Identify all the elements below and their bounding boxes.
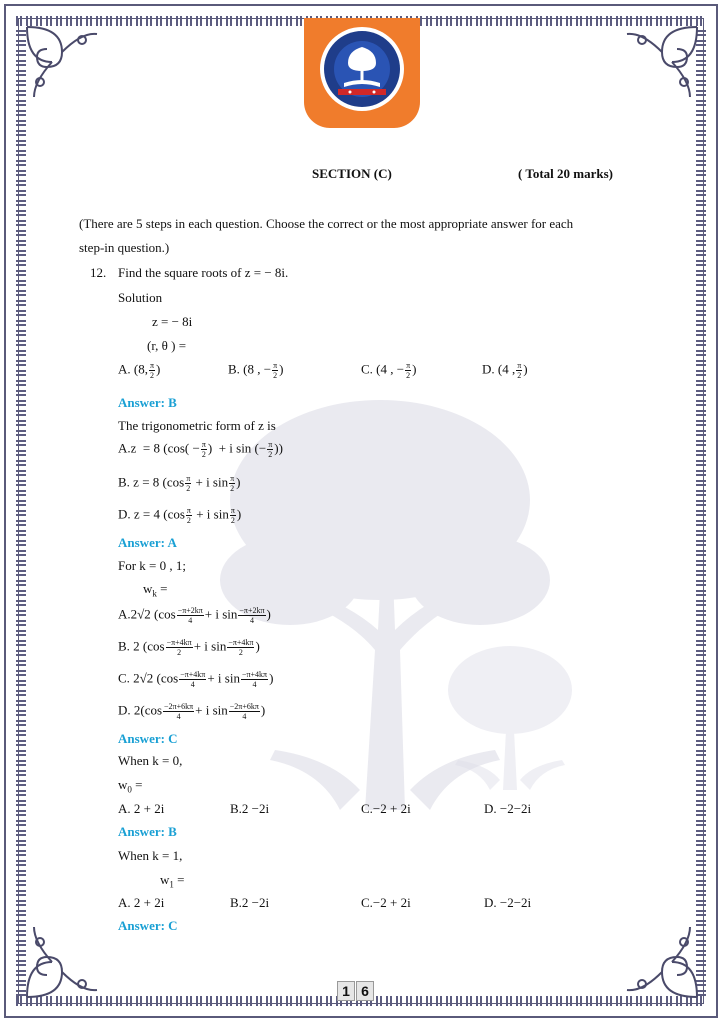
step4-option-d[interactable]: D. −2−2i [484,801,532,816]
step2-question: The trigonometric form of z is [118,418,276,433]
step1-answer: Answer: B [118,395,177,410]
step4-when: When k = 0, [118,753,183,768]
corner-ornament-icon [22,22,102,102]
step2-option-b[interactable]: B. z = 8 (cos $\frac{\pi}{2}$ + i sin $\frac{\pi}{2}$ ) [118,474,241,493]
step4-answer: Answer: B [118,824,177,839]
step3-answer: Answer: C [118,731,178,746]
total-marks: ( Total 20 marks) [518,166,613,181]
step5-when: When k = 1, [118,848,183,863]
step1-option-b[interactable]: B. (8 , − $\frac{\pi}{2}$ ) [228,361,284,380]
step5-answer: Answer: C [118,918,178,933]
question-text: Find the square roots of z = − 8i. [118,265,289,280]
corner-ornament-icon [622,922,702,1002]
w0-label: $w_0$ = [118,777,143,795]
instructions-line-2: step-in question.) [79,240,170,255]
step3-option-a[interactable]: A.2√2 (cos $\frac{-\pi+2k\pi}{4}$ + i sin $\frac{-\pi+2k\pi}{4}$ ) [118,606,271,625]
step3-option-c[interactable]: C. 2√2 (cos $\frac{-\pi+4k\pi}{4}$ + i sin $\frac{-\pi+4k\pi}{4}$ ) [118,670,274,689]
step1-option-a[interactable]: A. (8, $\frac{\pi}{2}$ ) [118,361,161,380]
small-tree-watermark-icon [440,640,580,790]
instructions-line-1: (There are 5 steps in each question. Choose the correct or the most appropriate answer for each [79,216,574,231]
wk-label: $w_k$ = [143,581,168,599]
corner-ornament-icon [22,922,102,1002]
step2-option-d[interactable]: D. z = 4 (cos $\frac{\pi}{2}$ + i sin $\frac{\pi}{2}$ ) [118,506,242,525]
step4-option-c[interactable]: C.−2 + 2i [361,801,411,816]
step5-option-c[interactable]: C.−2 + 2i [361,895,411,910]
step5-option-d[interactable]: D. −2−2i [484,895,532,910]
step3-option-b[interactable]: B. 2 (cos $\frac{-\pi+4k\pi}{2}$ + i sin $\frac{-\pi+4k\pi}{2}$ ) [118,638,260,657]
step5-option-b[interactable]: B.2 −2i [230,895,270,910]
polar-coordinates-prompt: (r, θ ) = [147,338,187,353]
section-title: SECTION (C) [312,166,392,181]
school-logo-icon [318,25,406,113]
step4-option-a[interactable]: A. 2 + 2i [118,801,165,816]
step3-option-d[interactable]: D. 2(cos $\frac{-2\pi+6k\pi}{4}$ + i sin $\frac{-2\pi+6k\pi}{4}$ ) [118,702,266,721]
step1-option-c[interactable]: C. (4 , − $\frac{\pi}{2}$ ) [361,361,417,380]
step3-k-values: For k = 0 , 1; [118,558,187,573]
corner-ornament-icon [622,22,702,102]
step1-option-d[interactable]: D. (4 , $\frac{\pi}{2}$ ) [482,361,528,380]
page-number-digit-2: 6 [356,981,374,1001]
solution-label: Solution [118,290,163,305]
question-number: 12. [90,265,107,280]
step5-option-a[interactable]: A. 2 + 2i [118,895,165,910]
z-equation: z = − 8i [152,314,193,329]
page-number-digit-1: 1 [337,981,355,1001]
step2-answer: Answer: A [118,535,177,550]
w1-label: $w_1$ = [160,872,185,890]
step4-option-b[interactable]: B.2 −2i [230,801,270,816]
step2-option-a[interactable]: A.z = 8 (cos( − $\frac{\pi}{2}$ ) + i sin (− $\frac{\pi}{2}$ )) [118,440,283,459]
